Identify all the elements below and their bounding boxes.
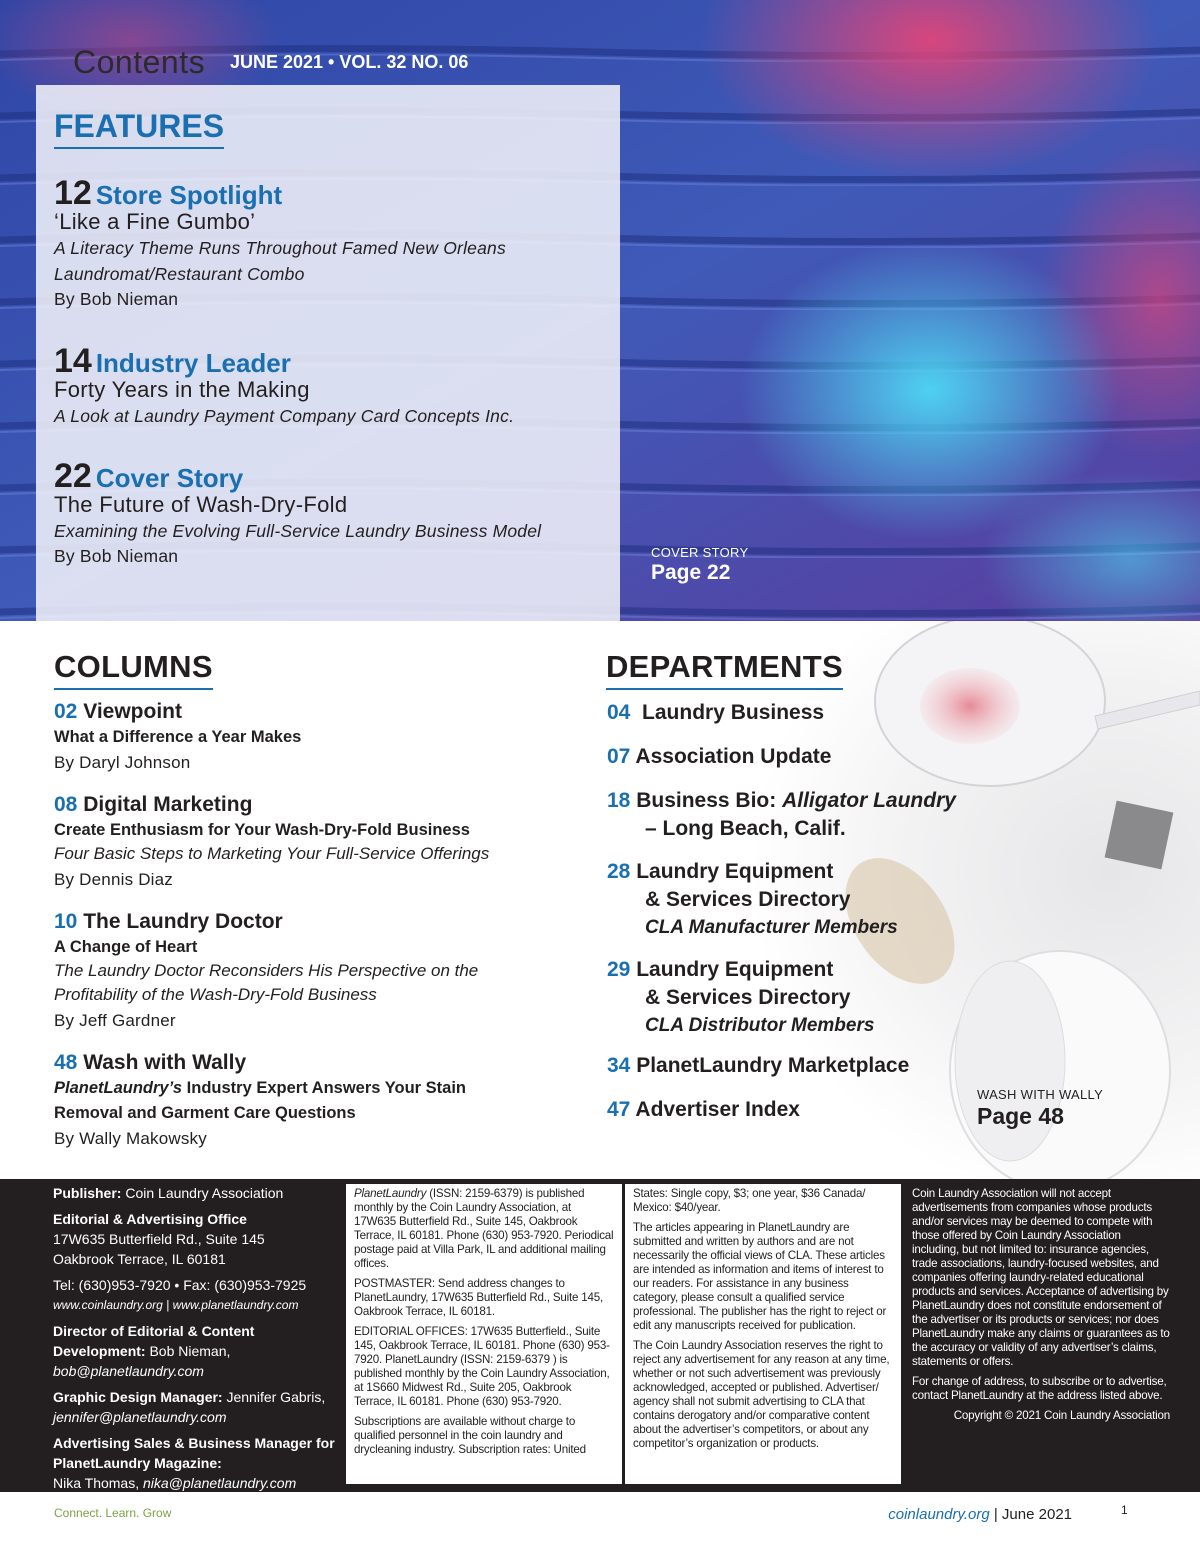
feature-subtitle: Examining the Evolving Full-Service Laundry Business Model <box>54 521 542 541</box>
masthead <box>0 1179 1200 1492</box>
feature-page-number: 12 <box>54 174 92 212</box>
feature-byline: By Bob Nieman <box>54 289 179 309</box>
department-item[interactable] <box>607 699 824 727</box>
office-label: Editorial & Advertising Office <box>53 1211 247 1227</box>
cover-story-callout[interactable] <box>651 545 748 585</box>
contents-label: Contents <box>73 44 206 80</box>
feature-page-number: 22 <box>54 457 92 495</box>
column-name: Digital Marketing <box>83 793 253 816</box>
column-title-italic: PlanetLaundry’s <box>54 1079 183 1097</box>
sales-name: Nika Thomas, <box>53 1475 143 1491</box>
callout-label: WASH WITH WALLY <box>977 1087 1104 1102</box>
column-name: Wash with Wally <box>83 1051 247 1074</box>
department-item[interactable] <box>607 1096 800 1124</box>
footer-site-link[interactable]: coinlaundry.org <box>888 1506 990 1523</box>
callout-page: Page 48 <box>977 1103 1064 1129</box>
department-page-number: 18 <box>607 789 631 812</box>
department-item[interactable] <box>607 858 898 942</box>
department-name: Advertiser Index <box>635 1098 800 1121</box>
column-item[interactable] <box>54 1051 466 1149</box>
department-name: Laundry Equipment <box>636 860 834 883</box>
department-line2: & Services Directory <box>645 888 851 911</box>
director-email[interactable]: bob@planetlaundry.com <box>53 1363 204 1379</box>
legal-paragraph: EDITORIAL OFFICES: 17W635 Butterfield., Suite 145, Oakbrook Terrace, IL 60181. Phone (630) 953-7920. PlanetLaundry (ISSN: 2159-6379 ) is published monthly by the Coin Laundry Association, at 1S660 Midwest Rd., Suite 205, Oakbrook Terrace, IL 60181. Phone (630) 953-7920. <box>354 1325 610 1408</box>
publisher-label: Publisher: <box>53 1185 122 1201</box>
feature-title: Forty Years in the Making <box>54 377 310 402</box>
director-label: Director of Editorial & Content Development: <box>53 1323 255 1359</box>
department-name: Business Bio: <box>636 789 783 812</box>
department-page-number: 29 <box>607 958 631 981</box>
feature-byline: By Bob Nieman <box>54 546 179 566</box>
department-page-number: 28 <box>607 860 631 883</box>
page-number: 1 <box>1121 1503 1128 1517</box>
sales-label: Advertising Sales & Business Manager for PlanetLaundry Magazine: <box>53 1435 335 1471</box>
legal-text: (ISSN: 2159-6379) is published monthly by the Coin Laundry Association, at 17W635 Butterfield Rd., Suite 145, Oakbrook Terrace, IL 60181. Phone (630) 953-7920. Periodical postage paid at Villa Park, IL and additional mailing offices. <box>354 1187 614 1270</box>
feature-category: Industry Leader <box>95 348 291 378</box>
feature-item[interactable] <box>54 174 506 310</box>
column-name: The Laundry Doctor <box>83 910 283 933</box>
column-page-number: 02 <box>54 700 78 723</box>
legal-paragraph: Subscriptions are available without charge to qualified personnel in the coin laundry and drycleaning industry. Subscription rates: United <box>354 1415 586 1456</box>
column-title: What a Difference a Year Makes <box>54 728 302 746</box>
sales-email[interactable]: nika@planetlaundry.com <box>143 1475 297 1491</box>
legal-paragraph <box>354 1187 614 1271</box>
wash-with-wally-callout[interactable] <box>977 1087 1103 1130</box>
legal-column-1 <box>346 1184 622 1484</box>
column-name: Viewpoint <box>83 700 182 723</box>
design-email[interactable]: jennifer@planetlaundry.com <box>53 1409 227 1425</box>
department-page-number: 04 <box>607 701 631 724</box>
callout-page: Page 22 <box>651 561 731 584</box>
column-item[interactable] <box>54 910 478 1031</box>
feature-subtitle: A Literacy Theme Runs Throughout Famed New Orleans <box>54 238 506 258</box>
feature-subtitle: Laundromat/Restaurant Combo <box>54 264 305 284</box>
legal-paragraph: States: Single copy, $3; one year, $36 Canada/ Mexico: $40/year. <box>633 1187 866 1214</box>
department-item[interactable] <box>607 1052 909 1080</box>
column-byline: By Wally Makowsky <box>54 1129 207 1148</box>
column-title-line2: Removal and Garment Care Questions <box>54 1104 356 1122</box>
department-name: Laundry Business <box>642 701 825 724</box>
website-links[interactable]: www.coinlaundry.org | www.planetlaundry.com <box>53 1298 299 1312</box>
column-byline: By Jeff Gardner <box>54 1011 176 1030</box>
column-subtitle: The Laundry Doctor Reconsiders His Perspective on the <box>54 961 479 980</box>
column-page-number: 48 <box>54 1051 78 1074</box>
features-heading: FEATURES <box>54 108 224 149</box>
department-item[interactable] <box>607 787 956 843</box>
department-name-italic: Alligator Laundry <box>782 789 956 812</box>
department-item[interactable] <box>607 743 831 771</box>
department-page-number: 47 <box>607 1098 631 1121</box>
department-item[interactable] <box>607 956 874 1040</box>
tagline: Connect. Learn. Grow <box>54 1506 172 1520</box>
address-line: Oakbrook Terrace, IL 60181 <box>53 1251 226 1267</box>
feature-category: Cover Story <box>95 463 244 493</box>
design-name: Jennifer Gabris, <box>222 1389 326 1405</box>
legal-column-2 <box>625 1184 901 1484</box>
department-name: Laundry Equipment <box>636 958 834 981</box>
legal-paragraph: Coin Laundry Association will not accept advertisements from companies whose products and/or services may be deemed to compete with those offered by Coin Laundry Association including, but not limited to: insurance agencies, trade associations, laundry-focused websites, and companies offering laundry-related educational products and services. Acceptance of advertising by PlanetLaundry does not constitute endorsement of the advertiser or its products or services; nor does PlanetLaundry make any claims or guarantees as to the accuracy or validity of any advertiser’s claims, statements or offers. <box>912 1187 1170 1368</box>
department-name: Association Update <box>635 745 832 768</box>
legal-column-3 <box>904 1184 1178 1484</box>
feature-subtitle: A Look at Laundry Payment Company Card Concepts Inc. <box>54 406 515 426</box>
column-item[interactable] <box>54 700 301 773</box>
feature-page-number: 14 <box>54 342 92 380</box>
feature-item[interactable] <box>54 342 514 429</box>
department-line3: CLA Distributor Members <box>645 1015 875 1036</box>
cover-image-section <box>0 0 1200 621</box>
column-page-number: 10 <box>54 910 78 933</box>
departments-heading: DEPARTMENTS <box>606 649 843 690</box>
column-title: A Change of Heart <box>54 938 198 956</box>
feature-category: Store Spotlight <box>95 180 283 210</box>
columns-departments-section <box>0 621 1200 1179</box>
footer-site-date <box>888 1506 1072 1523</box>
column-page-number: 08 <box>54 793 78 816</box>
feature-item[interactable] <box>54 457 541 567</box>
legal-paragraph: The Coin Laundry Association reserves the right to reject any advertisement for any reason at any time, whether or not such advertisement was previously acknowledged, accepted or published. Advertiser/ agency shall not submit advertising to CLA that contains derogatory and/or comparative content about the advertiser’s competitors, or about any competitor’s organization or products. <box>633 1339 890 1450</box>
column-byline: By Dennis Diaz <box>54 870 174 889</box>
phone-fax: Tel: (630)953-7920 • Fax: (630)953-7925 <box>53 1277 307 1293</box>
footer-date: | June 2021 <box>989 1506 1072 1523</box>
column-subtitle: Four Basic Steps to Marketing Your Full-Service Offerings <box>54 844 490 863</box>
column-item[interactable] <box>54 793 489 890</box>
legal-paragraph: The articles appearing in PlanetLaundry are submitted and written by authors and are not necessarily the official views of CLA. These articles are intended as information and items of interest to our readers. For assistance in any business category, please consult a qualified service professional. The publisher has the right to reject or edit any manuscripts received for publication. <box>633 1221 887 1332</box>
column-title: Industry Expert Answers Your Stain <box>182 1079 467 1097</box>
issue-date-line: JUNE 2021 • VOL. 32 NO. 06 <box>230 52 469 72</box>
legal-paragraph: POSTMASTER: Send address changes to PlanetLaundry, 17W635 Butterfield Rd., Suite 145, Oakbrook Terrace, IL 60181. <box>354 1277 604 1318</box>
column-subtitle: Profitability of the Wash-Dry-Fold Business <box>54 985 377 1004</box>
feature-title: ‘Like a Fine Gumbo’ <box>54 209 256 234</box>
department-line2: – Long Beach, Calif. <box>645 817 846 840</box>
legal-paragraph: For change of address, to subscribe or to advertise, contact PlanetLaundry at the address listed above. <box>912 1375 1167 1402</box>
legal-italic: PlanetLaundry <box>354 1187 427 1200</box>
feature-title: The Future of Wash-Dry-Fold <box>54 492 348 517</box>
publisher-name: Coin Laundry Association <box>121 1185 284 1201</box>
column-byline: By Daryl Johnson <box>54 753 191 772</box>
department-line3: CLA Manufacturer Members <box>645 917 898 938</box>
column-title: Create Enthusiasm for Your Wash-Dry-Fold Business <box>54 821 470 839</box>
copyright: Copyright © 2021 Coin Laundry Association <box>953 1409 1170 1422</box>
department-name: PlanetLaundry Marketplace <box>636 1054 910 1077</box>
callout-label: COVER STORY <box>651 545 749 560</box>
director-name: Bob Nieman, <box>145 1343 231 1359</box>
publisher-info <box>53 1183 343 1499</box>
design-label: Graphic Design Manager: <box>53 1389 223 1405</box>
department-page-number: 34 <box>607 1054 631 1077</box>
columns-heading: COLUMNS <box>54 649 213 690</box>
address-line: 17W635 Butterfield Rd., Suite 145 <box>53 1231 265 1247</box>
page-footer <box>0 1492 1200 1558</box>
department-line2: & Services Directory <box>645 986 851 1009</box>
department-page-number: 07 <box>607 745 631 768</box>
